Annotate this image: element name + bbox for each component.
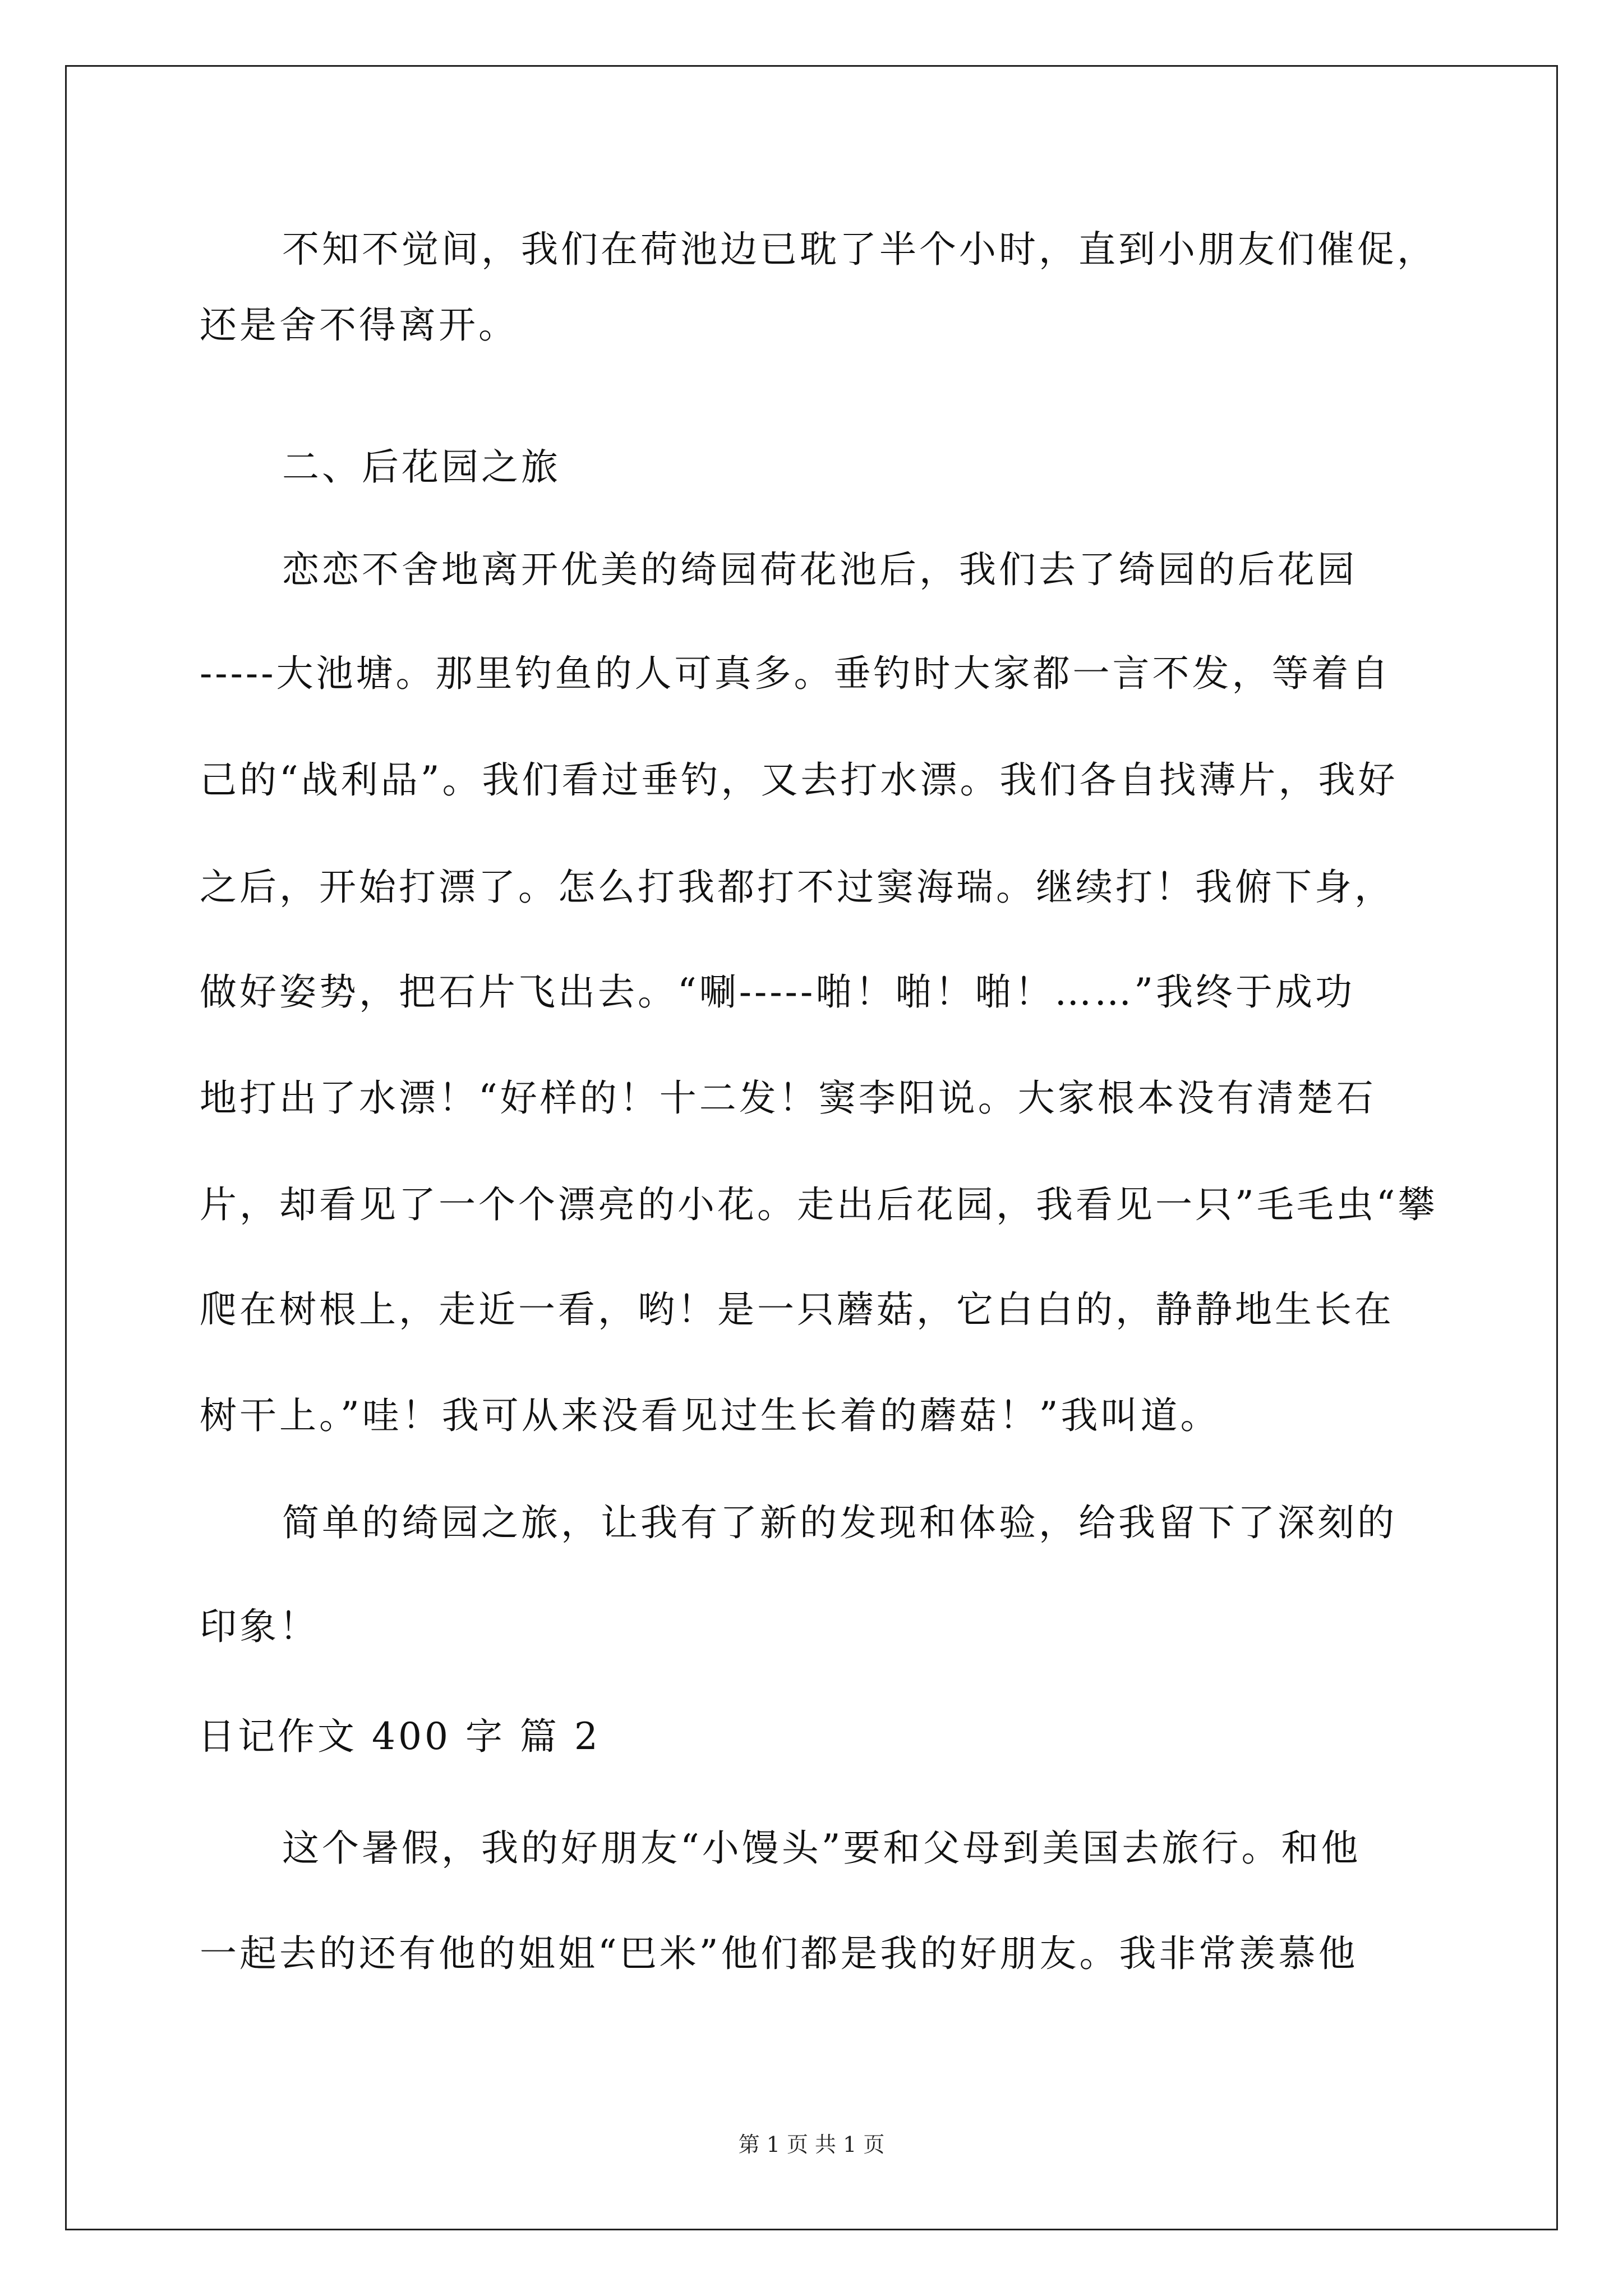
article-title: 日记作文 400 字 篇 2 [198, 1715, 601, 1758]
paragraph-line: -----大池塘。那里钓鱼的人可真多。垂钓时大家都一言不发，等着自 [200, 652, 1391, 695]
page-footer: 第 1 页 共 1 页 [738, 2132, 885, 2157]
paragraph-line: 简单的绮园之旅，让我有了新的发现和体验，给我留下了深刻的 [282, 1501, 1397, 1544]
paragraph-line: 爬在树根上，走近一看，哟！是一只蘑菇，它白白的，静静地生长在 [200, 1288, 1394, 1331]
paragraph-line: 做好姿势，把石片飞出去。“唰-----啪！啪！啪！……”我终于成功 [200, 970, 1355, 1014]
page-border [65, 65, 1558, 2230]
paragraph-line: 还是舍不得离开。 [200, 303, 518, 347]
paragraph-line: 不知不觉间，我们在荷池边已耽了半个小时，直到小朋友们催促， [282, 228, 1437, 271]
paragraph-line: 之后，开始打漂了。怎么打我都打不过窦海瑞。继续打！我俯下身， [200, 866, 1394, 909]
paragraph-line: 这个暑假，我的好朋友“小馒头”要和父母到美国去旅行。和他 [282, 1826, 1361, 1870]
section-heading: 二、后花园之旅 [282, 445, 561, 489]
paragraph-line: 己的“战利品”。我们看过垂钓，又去打水漂。我们各自找薄片，我好 [200, 758, 1398, 802]
paragraph-line: 恋恋不舍地离开优美的绮园荷花池后，我们去了绮园的后花园 [282, 548, 1357, 591]
paragraph-line: 地打出了水漂！“好样的！十二发！窦李阳说。大家根本没有清楚石 [200, 1076, 1376, 1120]
paragraph-line: 一起去的还有他的姐姐“巴米”他们都是我的好朋友。我非常羡慕他 [200, 1932, 1358, 1975]
paragraph-line: 印象！ [200, 1605, 319, 1648]
paragraph-line: 树干上。”哇！我可从来没看见过生长着的蘑菇！”我叫道。 [200, 1394, 1220, 1437]
paragraph-line: 片，却看见了一个个漂亮的小花。走出后花园，我看见一只”毛毛虫“攀 [200, 1183, 1438, 1226]
